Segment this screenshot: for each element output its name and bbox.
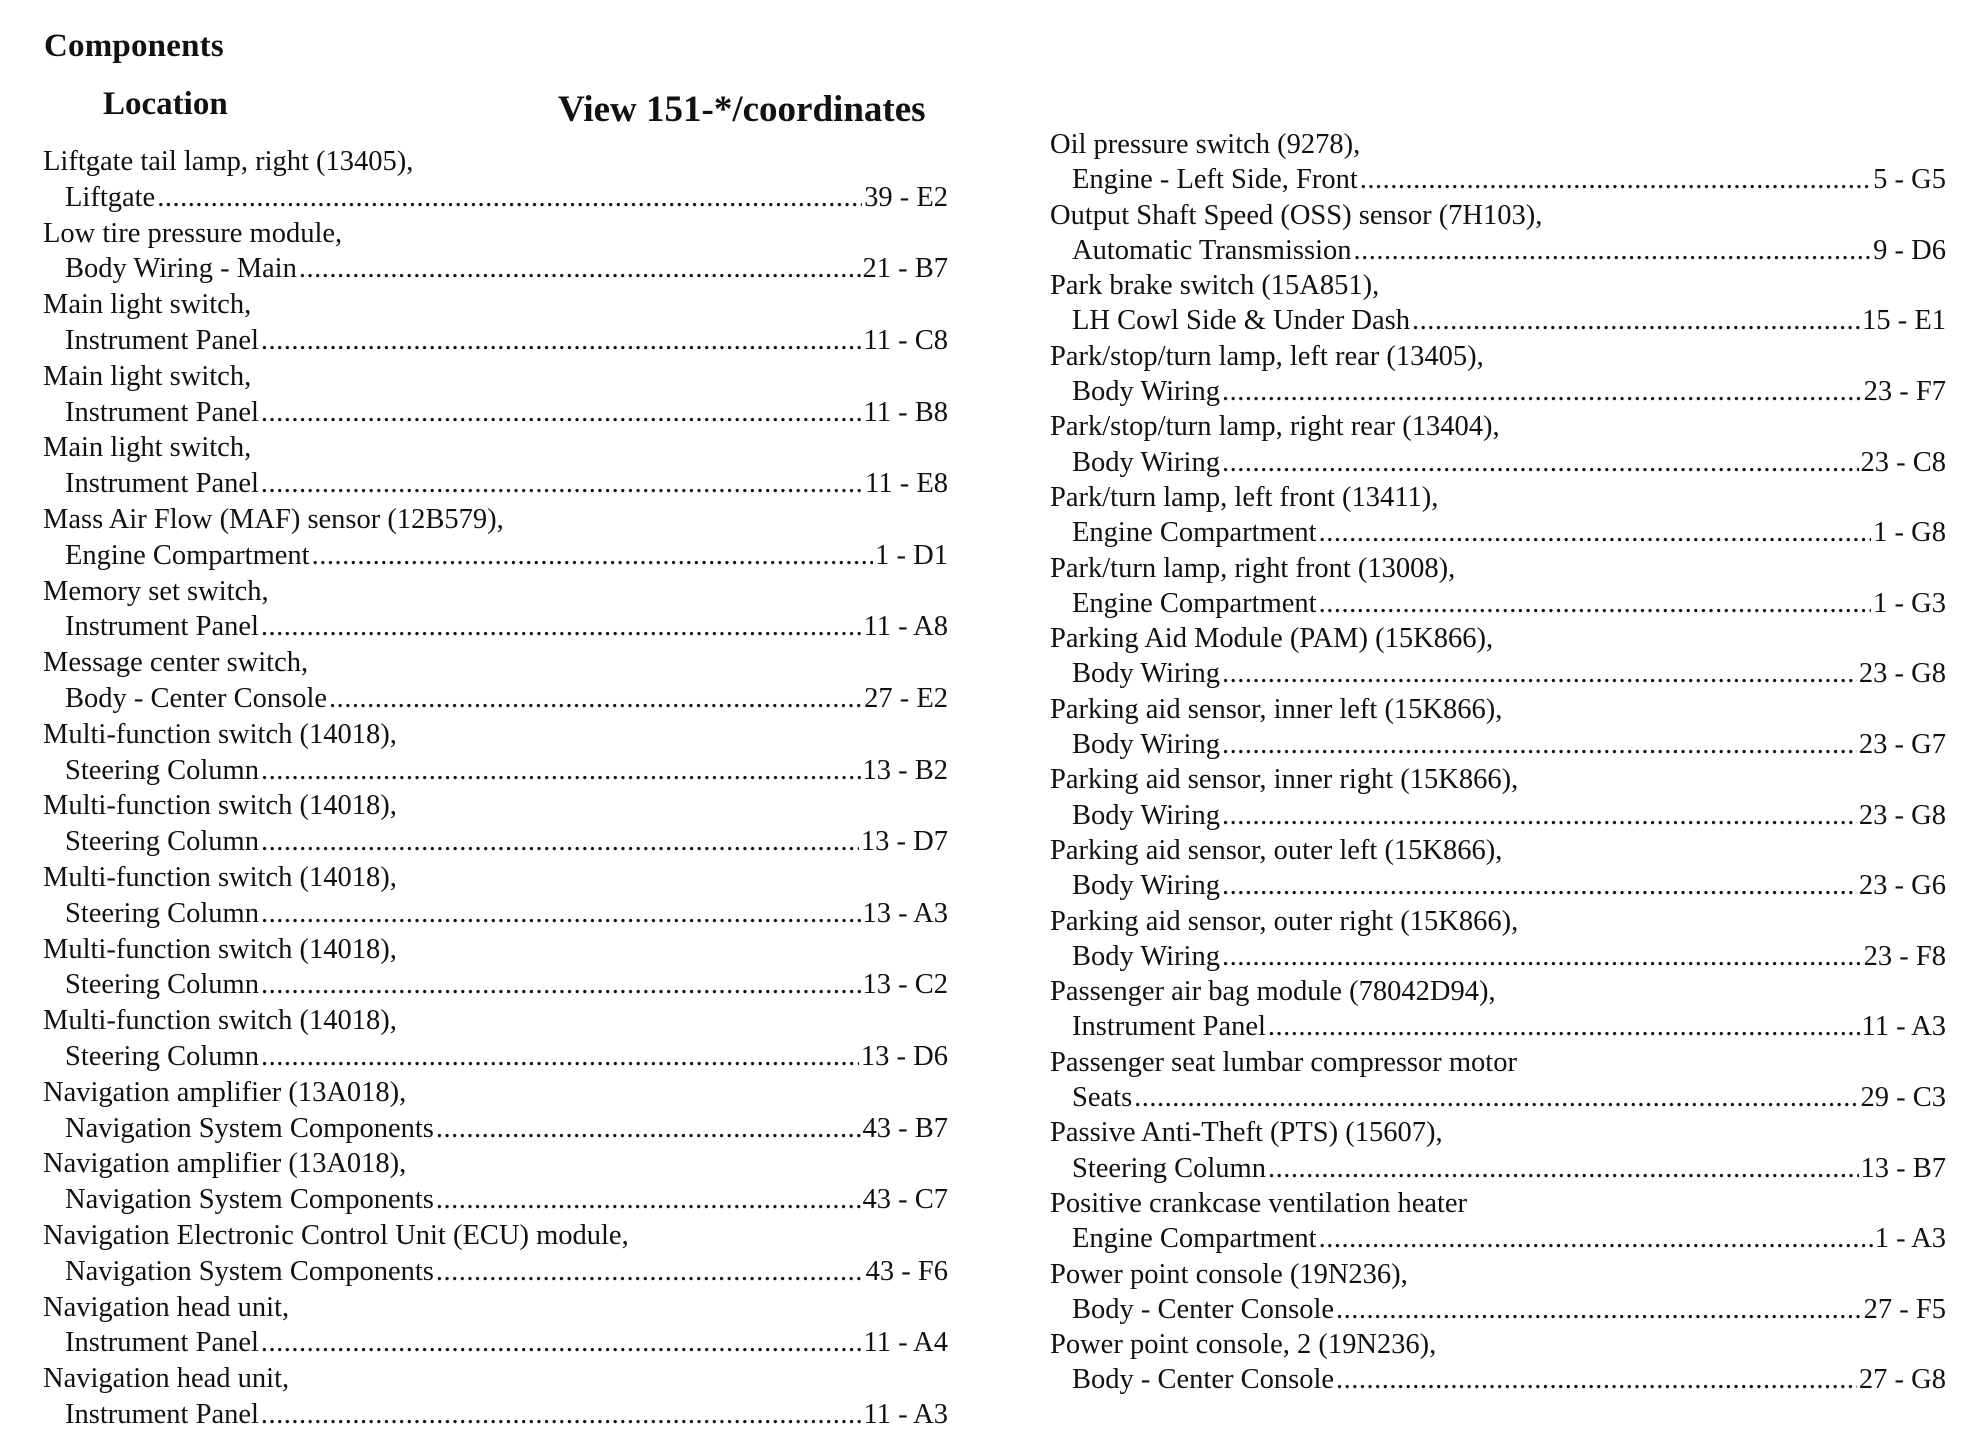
dot-leader — [1354, 233, 1872, 268]
view-coordinate: 13 - A3 — [862, 897, 948, 929]
dot-leader — [1222, 939, 1862, 974]
component-location: Body - Center Console — [65, 682, 328, 714]
component-entry — [43, 1146, 948, 1218]
view-coordinate: 1 - D1 — [875, 539, 948, 571]
component-entry — [43, 717, 948, 789]
component-name: Positive crankcase ventilation heater — [1050, 1187, 1468, 1219]
component-location: LH Cowl Side & Under Dash — [1072, 305, 1411, 337]
component-location: Body Wiring — [1072, 376, 1220, 408]
component-location-line — [1050, 939, 1946, 974]
view-coordinate: 11 - C8 — [863, 324, 948, 356]
component-location-line — [1050, 868, 1946, 903]
view-coordinate: 11 - E8 — [865, 468, 948, 500]
component-entry — [43, 860, 948, 932]
view-coordinate: 23 - G8 — [1858, 799, 1946, 831]
dot-leader — [261, 1039, 859, 1075]
component-location: Automatic Transmission — [1072, 234, 1352, 266]
component-location: Instrument Panel — [1072, 1011, 1266, 1043]
component-name: Navigation Electronic Control Unit (ECU) module, — [43, 1219, 629, 1251]
component-location: Seats — [1072, 1082, 1133, 1114]
component-location: Instrument Panel — [65, 396, 259, 428]
component-entry — [43, 1361, 948, 1433]
dot-leader — [157, 180, 862, 216]
component-location-line — [43, 1182, 948, 1218]
component-location: Steering Column — [65, 826, 259, 858]
component-location: Body - Center Console — [1072, 1364, 1335, 1396]
component-location-line — [43, 609, 948, 645]
component-location: Instrument Panel — [65, 324, 259, 356]
component-location-line — [1050, 445, 1946, 480]
component-location-line — [1050, 727, 1946, 762]
component-location-line — [1050, 1221, 1946, 1256]
view-coordinate: 1 - G8 — [1873, 517, 1946, 549]
component-location: Steering Column — [1072, 1152, 1266, 1184]
view-coordinate: 29 - C3 — [1860, 1082, 1946, 1114]
component-entry — [43, 287, 948, 359]
component-location: Instrument Panel — [65, 1398, 259, 1430]
view-coordinate: 23 - G6 — [1858, 870, 1946, 902]
component-name: Park/turn lamp, right front (13008), — [1050, 552, 1456, 584]
dot-leader — [1134, 1080, 1858, 1115]
component-entry — [43, 574, 948, 646]
component-name: Passenger air bag module (78042D94), — [1050, 976, 1496, 1008]
component-location-line — [1050, 1362, 1946, 1397]
component-name: Main light switch, — [43, 432, 252, 464]
view-coordinate: 39 - E2 — [864, 181, 948, 213]
component-entry — [1050, 409, 1946, 480]
component-location: Steering Column — [65, 754, 259, 786]
dot-leader — [1412, 303, 1860, 338]
component-entry — [1050, 904, 1946, 975]
component-name: Multi-function switch (14018), — [43, 718, 397, 750]
dot-leader — [261, 967, 861, 1003]
component-entry — [1050, 339, 1946, 410]
component-entry — [1050, 692, 1946, 763]
component-name: Park/turn lamp, left front (13411), — [1050, 481, 1439, 513]
dot-leader — [261, 609, 862, 645]
component-location-line — [1050, 303, 1946, 338]
dot-leader — [1336, 1292, 1862, 1327]
dot-leader — [436, 1254, 864, 1290]
component-entry — [1050, 198, 1946, 269]
component-location: Body Wiring — [1072, 940, 1220, 972]
view-coordinate: 43 - B7 — [862, 1112, 948, 1144]
dot-leader — [1222, 445, 1859, 480]
component-location: Body Wiring — [1072, 729, 1220, 761]
view-coordinate: 23 - F7 — [1863, 376, 1946, 408]
component-entry — [1050, 762, 1946, 833]
component-location-line — [1050, 515, 1946, 550]
component-entry — [1050, 621, 1946, 692]
dot-leader — [1319, 1221, 1873, 1256]
component-name: Power point console, 2 (19N236), — [1050, 1329, 1437, 1361]
component-location-line — [43, 1397, 948, 1433]
view-coordinate: 21 - B7 — [862, 253, 948, 285]
view-coordinate: 13 - C2 — [862, 969, 948, 1001]
component-name: Passenger seat lumbar compressor motor — [1050, 1046, 1517, 1078]
component-name: Multi-function switch (14018), — [43, 933, 397, 965]
component-entry — [43, 502, 948, 574]
component-location-line — [43, 1039, 948, 1075]
view-coordinate: 43 - F6 — [865, 1255, 948, 1287]
view-coordinate: 13 - D7 — [860, 826, 948, 858]
dot-leader — [261, 896, 861, 932]
view-coordinate: 11 - B8 — [863, 396, 948, 428]
dot-leader — [1319, 586, 1872, 621]
component-entry — [43, 1003, 948, 1075]
component-location: Engine Compartment — [65, 539, 310, 571]
component-name: Oil pressure switch (9278), — [1050, 129, 1361, 160]
right-column — [1050, 127, 1946, 1398]
component-location-line — [1050, 656, 1946, 691]
dot-leader — [261, 466, 863, 502]
component-entry — [1050, 1115, 1946, 1186]
view-coordinate: 23 - G8 — [1858, 658, 1946, 690]
component-name: Main light switch, — [43, 360, 252, 392]
component-location: Engine - Left Side, Front — [1072, 164, 1358, 196]
component-entry — [43, 144, 948, 216]
dot-leader — [261, 824, 859, 860]
view-coordinate: 11 - A3 — [1861, 1011, 1946, 1043]
component-location-line — [1050, 1080, 1946, 1115]
component-entry — [1050, 1186, 1946, 1257]
view-coordinate: 13 - D6 — [860, 1040, 948, 1072]
component-name: Memory set switch, — [43, 575, 269, 607]
view-coordinate: 23 - F8 — [1863, 940, 1946, 972]
component-name: Output Shaft Speed (OSS) sensor (7H103), — [1050, 199, 1543, 231]
dot-leader — [1360, 162, 1871, 197]
view-coordinate: 23 - C8 — [1860, 446, 1946, 478]
component-name: Multi-function switch (14018), — [43, 861, 397, 893]
dot-leader — [1222, 656, 1857, 691]
component-entry — [1050, 551, 1946, 622]
component-location: Body Wiring — [1072, 799, 1220, 831]
dot-leader — [1268, 1009, 1860, 1044]
view-coordinate: 13 - B7 — [1860, 1152, 1946, 1184]
component-name: Multi-function switch (14018), — [43, 1005, 397, 1037]
component-entry — [1050, 1257, 1946, 1328]
component-location-line — [43, 1325, 948, 1361]
view-coordinate: 27 - E2 — [864, 682, 948, 714]
component-entry — [1050, 1327, 1946, 1398]
dot-leader — [1268, 1151, 1859, 1186]
component-entry — [43, 1075, 948, 1147]
component-location-line — [1050, 798, 1946, 833]
component-name: Message center switch, — [43, 647, 309, 679]
dot-leader — [1222, 727, 1857, 762]
component-name: Main light switch, — [43, 289, 252, 321]
component-location-line — [1050, 162, 1946, 197]
dot-leader — [261, 395, 862, 431]
component-location: Body - Center Console — [1072, 1293, 1335, 1325]
dot-leader — [1222, 868, 1857, 903]
component-entry — [1050, 268, 1946, 339]
component-name: Navigation head unit, — [43, 1291, 290, 1323]
component-entry — [43, 645, 948, 717]
view-coordinates-heading: View 151-*/coordinates — [558, 89, 926, 130]
component-location: Instrument Panel — [65, 611, 259, 643]
component-name: Multi-function switch (14018), — [43, 790, 397, 822]
dot-leader — [261, 323, 862, 359]
component-entry — [43, 430, 948, 502]
component-location: Steering Column — [65, 1040, 259, 1072]
component-entry — [43, 1218, 948, 1290]
component-location: Navigation System Components — [65, 1112, 434, 1144]
component-name: Mass Air Flow (MAF) sensor (12B579), — [43, 503, 504, 535]
component-location-line — [43, 251, 948, 287]
component-location-line — [43, 180, 948, 216]
dot-leader — [1222, 374, 1862, 409]
dot-leader — [436, 1111, 861, 1147]
component-location: Engine Compartment — [1072, 1223, 1317, 1255]
component-entry — [43, 788, 948, 860]
component-name: Park/stop/turn lamp, right rear (13404), — [1050, 411, 1500, 443]
view-coordinate: 5 - G5 — [1873, 164, 1946, 196]
component-entry — [1050, 833, 1946, 904]
component-name: Passive Anti-Theft (PTS) (15607), — [1050, 1117, 1443, 1149]
component-location: Navigation System Components — [65, 1255, 434, 1287]
dot-leader — [1319, 515, 1872, 550]
component-location-line — [1050, 1009, 1946, 1044]
component-entry — [43, 359, 948, 431]
component-location-line — [1050, 586, 1946, 621]
component-location-line — [43, 1254, 948, 1290]
component-location-line — [43, 681, 948, 717]
dot-leader — [1336, 1362, 1857, 1397]
view-coordinate: 1 - A3 — [1874, 1223, 1946, 1255]
component-name: Navigation amplifier (13A018), — [43, 1076, 407, 1108]
component-name: Power point console (19N236), — [1050, 1258, 1408, 1290]
page-title: Components — [44, 28, 224, 64]
dot-leader — [261, 1325, 862, 1361]
component-location-line — [43, 967, 948, 1003]
component-name: Navigation head unit, — [43, 1363, 290, 1395]
view-coordinate: 43 - C7 — [862, 1184, 948, 1216]
component-location: Liftgate — [65, 181, 156, 213]
component-entry — [43, 932, 948, 1004]
component-location-line — [43, 1111, 948, 1147]
view-coordinate: 15 - E1 — [1862, 305, 1946, 337]
view-coordinate: 23 - G7 — [1858, 729, 1946, 761]
dot-leader — [261, 1397, 862, 1433]
component-location: Steering Column — [65, 969, 259, 1001]
component-location-line — [1050, 1292, 1946, 1327]
dot-leader — [261, 753, 861, 789]
left-column — [43, 144, 948, 1433]
dot-leader — [1222, 798, 1857, 833]
component-location: Engine Compartment — [1072, 517, 1317, 549]
component-name: Park brake switch (15A851), — [1050, 270, 1380, 302]
view-coordinate: 11 - A3 — [863, 1398, 948, 1430]
component-entry — [1050, 1045, 1946, 1116]
view-coordinate: 11 - A8 — [863, 611, 948, 643]
component-location: Body Wiring — [1072, 658, 1220, 690]
component-location-line — [43, 538, 948, 574]
component-name: Low tire pressure module, — [43, 217, 343, 249]
component-name: Parking aid sensor, outer right (15K866), — [1050, 905, 1519, 937]
component-location: Instrument Panel — [65, 1327, 259, 1359]
dot-leader — [436, 1182, 861, 1218]
component-entry — [43, 216, 948, 288]
component-location-line — [43, 753, 948, 789]
dot-leader — [329, 681, 862, 717]
component-location: Body Wiring — [1072, 870, 1220, 902]
view-coordinate: 11 - A4 — [863, 1327, 948, 1359]
component-name: Park/stop/turn lamp, left rear (13405), — [1050, 340, 1484, 372]
component-entry — [1050, 974, 1946, 1045]
location-column-heading: Location — [103, 86, 228, 122]
component-name: Parking aid sensor, inner right (15K866), — [1050, 764, 1519, 796]
component-location-line — [1050, 1151, 1946, 1186]
component-location-line — [43, 824, 948, 860]
component-location-line — [1050, 233, 1946, 268]
component-location: Steering Column — [65, 897, 259, 929]
component-location-line — [43, 323, 948, 359]
component-name: Liftgate tail lamp, right (13405), — [43, 146, 414, 177]
component-name: Parking aid sensor, outer left (15K866), — [1050, 834, 1503, 866]
component-entry — [1050, 480, 1946, 551]
dot-leader — [312, 538, 874, 574]
component-location: Body Wiring - Main — [65, 253, 297, 285]
component-name: Navigation amplifier (13A018), — [43, 1148, 407, 1180]
component-location: Body Wiring — [1072, 446, 1220, 478]
component-location: Instrument Panel — [65, 468, 259, 500]
dot-leader — [299, 251, 861, 287]
view-coordinate: 13 - B2 — [862, 754, 948, 786]
component-location-line — [43, 896, 948, 932]
component-location: Navigation System Components — [65, 1184, 434, 1216]
component-location-line — [43, 466, 948, 502]
view-coordinate: 27 - G8 — [1858, 1364, 1946, 1396]
component-entry — [1050, 127, 1946, 198]
component-location: Engine Compartment — [1072, 587, 1317, 619]
component-name: Parking aid sensor, inner left (15K866), — [1050, 693, 1503, 725]
component-location-line — [43, 395, 948, 431]
component-name: Parking Aid Module (PAM) (15K866), — [1050, 623, 1494, 655]
component-location-line — [1050, 374, 1946, 409]
view-coordinate: 9 - D6 — [1873, 234, 1946, 266]
view-coordinate: 27 - F5 — [1863, 1293, 1946, 1325]
view-coordinate: 1 - G3 — [1873, 587, 1946, 619]
component-entry — [43, 1290, 948, 1362]
